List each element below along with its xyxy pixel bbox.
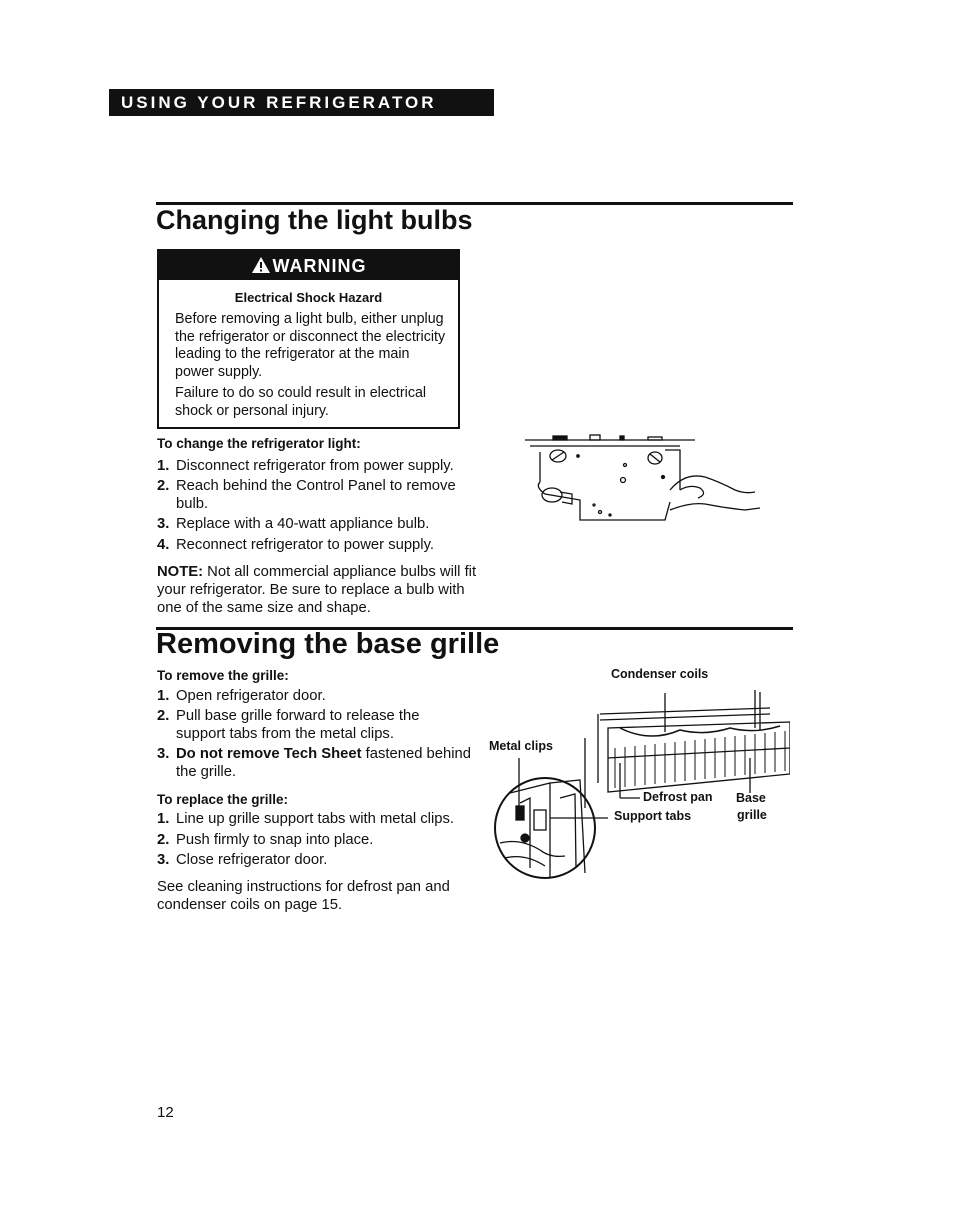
note-label: NOTE:	[157, 564, 204, 580]
see-cleaning-paragraph: See cleaning instructions for defrost pan and condenser coils on page 15.	[157, 879, 450, 913]
warning-heading	[159, 251, 458, 280]
section-header: USING YOUR REFRIGERATOR	[109, 89, 494, 116]
list-item: 1. Line up grille support tabs with metal clips.	[157, 811, 454, 827]
list-item: 3. Replace with a 40-watt appliance bulb.	[157, 516, 430, 532]
warning-heading-text: WARNING	[272, 256, 367, 276]
warning-paragraph: Failure to do so could result in electrical shock or personal injury.	[175, 385, 427, 419]
list-item: 2. Reach behind the Control Panel to remove bulb.	[157, 478, 456, 512]
list-item: 4. Reconnect refrigerator to power supply.	[157, 537, 434, 553]
warning-triangle-icon	[251, 256, 271, 274]
note-text: Not all commercial appliance bulbs will fit your refrigerator. Be sure to replace a bulb with one of the same size and shape.	[157, 564, 477, 616]
label-base: Base	[736, 791, 766, 805]
label-grille: grille	[737, 808, 767, 822]
warning-paragraph: Before removing a light bulb, either unplug the refrigerator or disconnect the electricity leading to the refrigerator at the main power supply.	[175, 311, 446, 380]
list-item: 2. Pull base grille forward to release the support tabs from the metal clips.	[157, 708, 420, 742]
light-bulb-illustration	[520, 432, 760, 522]
page-number: 12	[157, 1104, 174, 1121]
steps-heading: To change the refrigerator light:	[157, 436, 361, 451]
label-metal-clips: Metal clips	[489, 739, 553, 753]
warning-subheading: Electrical Shock Hazard	[234, 290, 383, 305]
note-paragraph	[157, 563, 482, 617]
label-condenser-coils: Condenser coils	[611, 667, 709, 681]
list-item: 2. Push firmly to snap into place.	[157, 832, 374, 848]
list-item: 3. Do not remove Tech Sheet fastened behind the grille.	[157, 746, 471, 780]
label-defrost-pan: Defrost pan	[643, 790, 713, 804]
base-grille-title: Removing the base grille	[156, 628, 500, 660]
list-item: 1. Disconnect refrigerator from power supply.	[157, 458, 454, 474]
tech-sheet-warning: Do not remove Tech Sheet	[176, 746, 362, 762]
warning-box	[157, 249, 460, 429]
label-support-tabs: Support tabs	[614, 809, 692, 823]
list-item: 3. Close refrigerator door.	[157, 852, 328, 868]
base-grille-illustration	[490, 688, 790, 888]
replace-heading: To replace the grille:	[157, 792, 289, 807]
list-item: 1. Open refrigerator door.	[157, 688, 326, 704]
remove-heading: To remove the grille:	[157, 668, 289, 683]
light-bulbs-title: Changing the light bulbs	[156, 205, 473, 235]
